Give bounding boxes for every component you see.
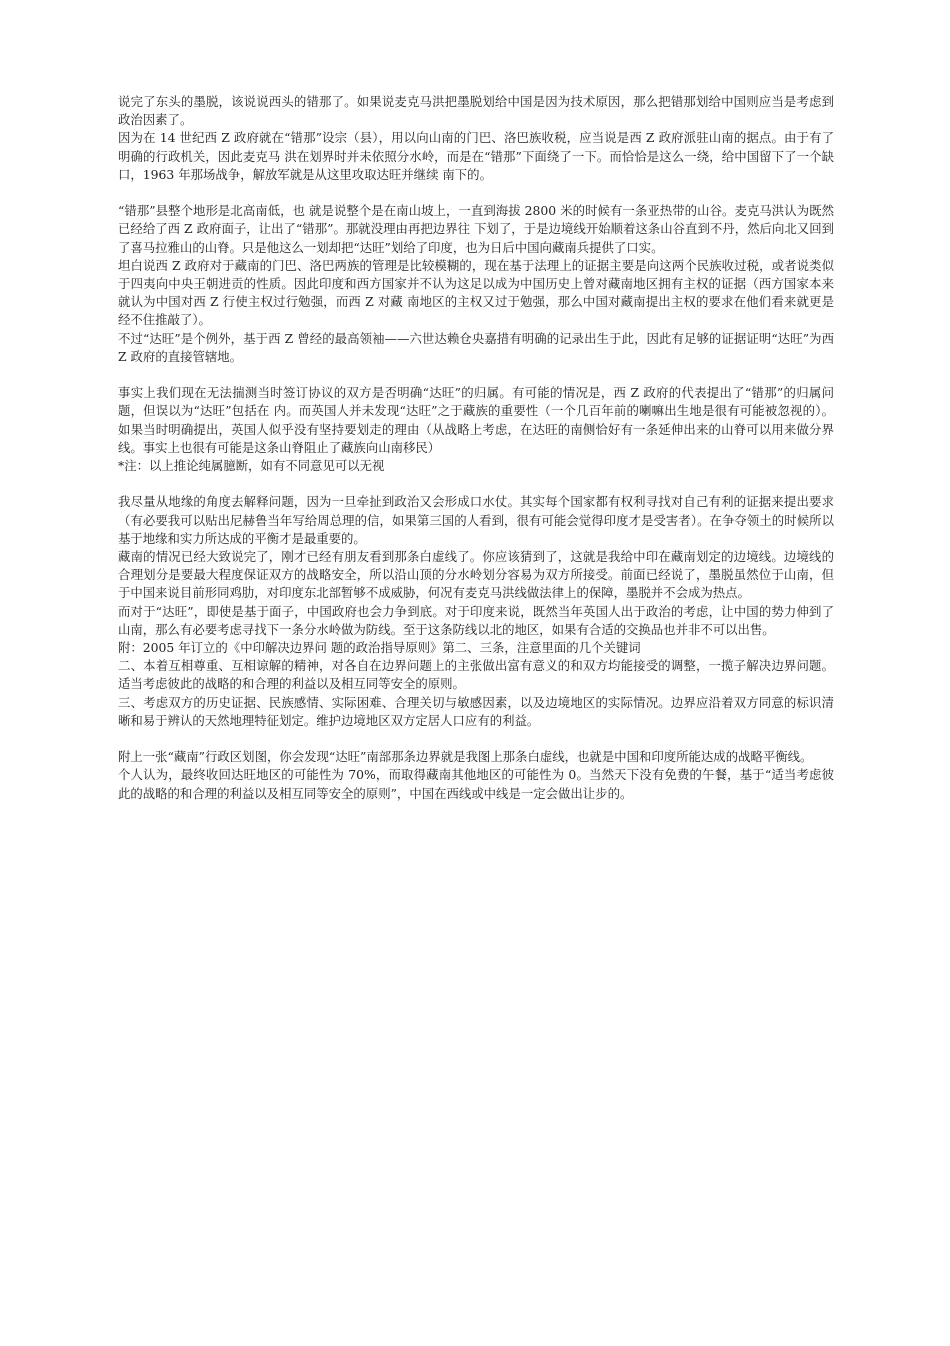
principle-3: 三、考虑双方的历史证据、民族感情、实际困难、合理关切与敏感因素，以及边境地区的实际情况。边界应沿着双方同意的标识清晰和易于辨认的天然地理特征划定。维护边境地区双方定居人口应有的利益。 <box>118 694 834 728</box>
paragraph-6: 事实上我们现在无法揣测当时签订协议的双方是否明确“达旺”的归属。有可能的情况是，西 Z 政府的代表提出了“错那”的归属问题，但误以为“达旺”包括在 内。而英国人并未发现“达旺”之于藏族的重要性（一个几百年前的喇嘛出生地是很有可能被忽视的）。如果当时明确提出，英国人似乎没有坚持要划走的理由（从战略上考虑，在达旺的南侧恰好有一条延伸出来的山脊可以用来做分界线。事实上也很有可能是这条山脊阻止了藏族向山南移民） <box>118 385 834 455</box>
paragraph-gap <box>118 184 834 202</box>
paragraph-5: 不过“达旺”是个例外，基于西 Z 曾经的最高领袖——六世达赖仓央嘉措有明确的记录出生于此，因此有足够的证据证明“达旺”为西 Z 政府的直接管辖地。 <box>118 330 834 364</box>
paragraph-10: 附上一张“藏南”行政区划图，你会发现“达旺”南部那条边界就是我图上那条白虚线，也就是中国和印度所能达成的战略平衡线。 <box>118 749 813 765</box>
document-body <box>118 93 834 803</box>
paragraph-9: 而对于“达旺”，即使是基于面子，中国政府也会力争到底。对于印度来说，既然当年英国人出于政治的考虑，让中国的势力伸到了山南，那么有必要考虑寻找下一条分水岭做为防线。至于这条防线以北的地区，如果有合适的交换品也并非不可以出售。 <box>118 603 834 637</box>
paragraph-11: 个人认为，最终收回达旺地区的可能性为 70%，而取得藏南其他地区的可能性为 0。当然天下没有免费的午餐，基于“适当考虑彼此的战略的和合理的利益以及相互同等安全的原则”，中国在西线或中线是一定会做出让步的。 <box>118 767 834 801</box>
paragraph-gap <box>118 730 834 748</box>
paragraph-8: 藏南的情况已经大致说完了，刚才已经有朋友看到那条白虚线了。你应该猜到了，这就是我给中印在藏南划定的边境线。边境线的合理划分是要最大程度保证双方的战略安全，所以沿山顶的分水岭划分容易为双方所接受。前面已经说了，墨脱虽然位于山南，但于中国来说目前形同鸡肋，对印度东北部暂够不成威胁，何况有麦克马洪线做法律上的保障，墨脱并不会成为热点。 <box>118 549 834 601</box>
paragraph-2: 因为在 14 世纪西 Z 政府就在“错那”设宗（县），用以向山南的门巴、洛巴族收税，应当说是西 Z 政府派驻山南的据点。由于有了明确的行政机关，因此麦克马 洪在划界时并未依照分水岭，而是在“错那”下面绕了一下。而恰恰是这么一绕，给中国留下了一个缺口，1963 年那场战争，解放军就是从这里攻取达旺并继续 南下的。 <box>118 130 834 182</box>
principle-2: 二、本着互相尊重、互相谅解的精神，对各自在边界问题上的主张做出富有意义的和双方均能接受的调整，一揽子解决边界问题。适当考虑彼此的战略的和合理的利益以及相互同等安全的原则。 <box>118 658 834 692</box>
paragraph-4: 坦白说西 Z 政府对于藏南的门巴、洛巴两族的管理是比较模糊的，现在基于法理上的证据主要是向这两个民族收过税，或者说类似于四夷向中央王朝进贡的性质。因此印度和西方国家并不认为这足以成为中国历史上曾对藏南地区拥有主权的证据（西方国家本来就认为中国对西 Z 行使主权过行勉强，而西 Z 对藏 南地区的主权又过于勉强，那么中国对藏南提出主权的要求在他们看来就更是经不住推敲了）。 <box>118 257 834 328</box>
paragraph-gap <box>118 366 834 384</box>
paragraph-gap <box>118 475 834 493</box>
paragraph-7: 我尽量从地缘的角度去解释问题，因为一旦牵扯到政治又会形成口水仗。其实每个国家都有权利寻找对自己有利的证据来提出要求（有必要我可以贴出尼赫鲁当年写给周总理的信，如果第三国的人看到，很有可能会觉得印度才是受害者）。在争夺领土的时候所以基于地缘和实力所达成的平衡才是最重要的。 <box>118 494 834 546</box>
appendix-heading: 附：2005 年订立的《中印解决边界问 题的政治指导原则》第二、三条，注意里面的几个关键词 <box>118 640 641 656</box>
note-line: *注：以上推论纯属臆断，如有不同意见可以无视 <box>118 458 385 474</box>
paragraph-3: “错那”县整个地形是北高南低，也 就是说整个是在南山坡上，一直到海拔 2800 米的时候有一条亚热带的山谷。麦克马洪认为既然已经给了西 Z 政府面子，让出了“错那”。那就没理由再把边界往 下划了，于是边境线开始顺着这条山谷直到不丹，然后向北又回到了喜马拉雅山的山脊。只是他这么一划却把“达旺”划给了印度，也为日后中国向藏南兵提供了口实。 <box>118 203 834 255</box>
paragraph-1: 说完了东头的墨脱，该说说西头的错那了。如果说麦克马洪把墨脱划给中国是因为技术原因，那么把错那划给中国则应当是考虑到政治因素了。 <box>118 94 834 128</box>
